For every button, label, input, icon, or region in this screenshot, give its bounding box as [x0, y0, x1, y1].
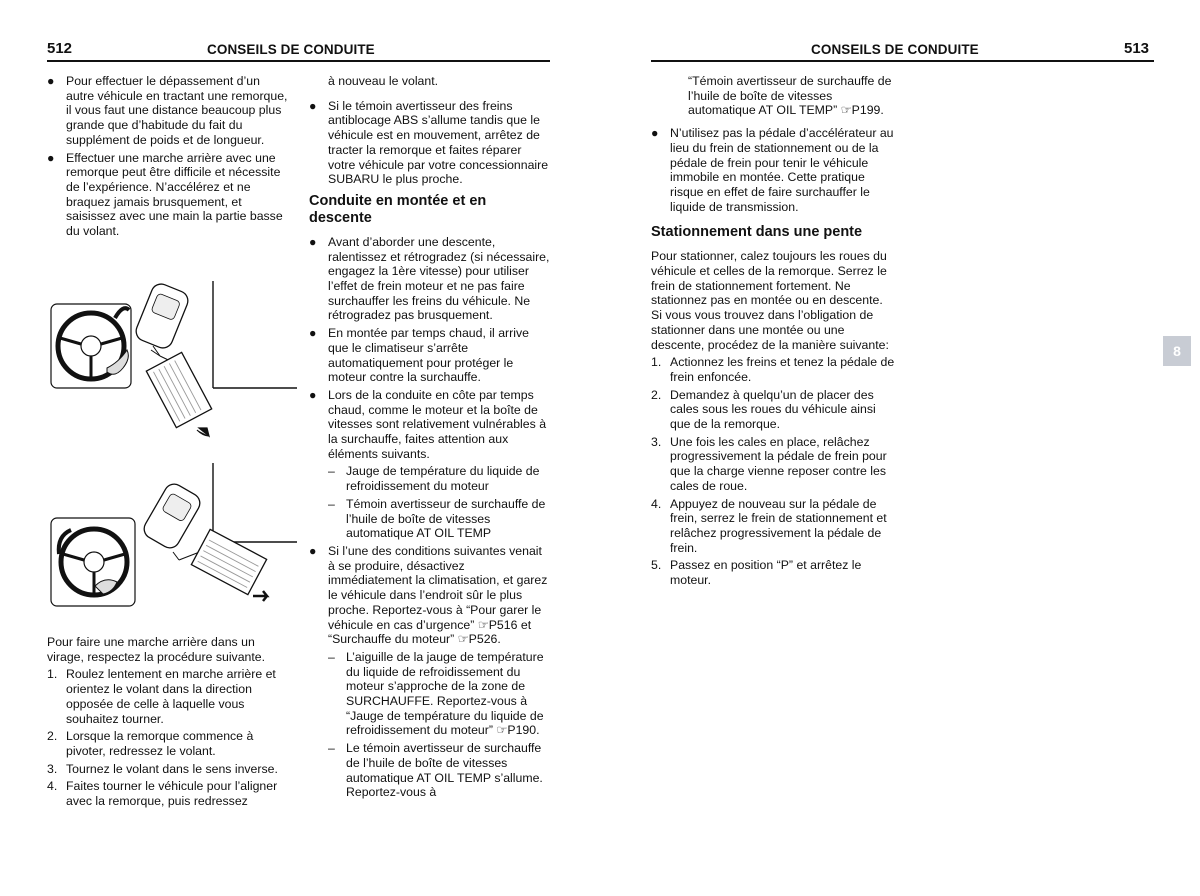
dash-mark: –	[328, 464, 335, 479]
left-header-title: CONSEILS DE CONDUITE	[207, 42, 375, 57]
step-item: 1. Roulez lentement en marche arrière et orientez le volant dans la direction opposée de celle à laquelle vous souhaitez tourner.	[47, 667, 276, 726]
bullet-mark: ●	[309, 387, 317, 402]
bullet-mark: ●	[309, 234, 317, 249]
step-item: 4. Faites tourner le véhicule pour l’aligner avec la remorque, puis redressez	[47, 779, 278, 809]
reversing-illustration-1	[47, 278, 297, 448]
bullet-item: ● En montée par temps chaud, il arrive que le climatiseur s’arrête automatiquement pour protéger le moteur contre la surchauffe.	[309, 326, 529, 385]
steering-wheel-icon	[51, 518, 135, 606]
steering-wheel-icon	[51, 304, 131, 388]
bullet-item: ● Si le témoin avertisseur des freins antiblocage ABS s’allume tandis que le véhicule est en mouvement, arrêtez de tracter la remorque et faites réparer votre véhicule par votre concessionnaire SUBARU le plus proche.	[309, 98, 549, 187]
procedure-intro: Pour faire une marche arrière dans un virage, respectez la procédure suivante.	[47, 635, 266, 664]
section-tab: 8	[1163, 336, 1191, 366]
dash-mark: –	[328, 649, 335, 664]
step-item: 1. Actionnez les freins et tenez la pédale de frein enfoncée.	[651, 355, 895, 384]
right-page-number: 513	[1124, 40, 1150, 57]
bullet-mark: ●	[47, 74, 55, 88]
right-header-title: CONSEILS DE CONDUITE	[811, 42, 979, 57]
sub-item: – L’aiguille de la jauge de température du liquide de refroidissement du moteur s’approche de la zone de SURCHAUFFE. Reportez-vous à “Jauge de température du liquide de refroidissement du moteur” ☞P190.	[328, 649, 544, 738]
column-3	[651, 74, 895, 591]
bullet-item: ● Si l’une des conditions suivantes venait à se produire, désactivez immédiatement la climatisation, et garez le véhicule dans l’endroit sûr le plus proche. Reportez-vous à “Pour garer le véhicule en cas d’urgence” ☞P516 et “Surchauffe du moteur” ☞P526.	[309, 543, 548, 647]
bullet-item: ● Pour effectuer le dépassement d’un autre véhicule en tractant une remorque, il vous faut une distance beaucoup plus grande que d’habitude du fait du supplément de poids et de longueur.	[47, 74, 288, 147]
column-1	[47, 74, 289, 242]
sub-item: – Jauge de température du liquide de refroidissement du moteur	[328, 464, 540, 494]
direction-arrow-icon	[197, 428, 209, 436]
sub-item: – Témoin avertisseur de surchauffe de l’huile de boîte de vitesses automatique AT OIL TEMP	[328, 496, 546, 541]
step-item: 4. Appuyez de nouveau sur la pédale de frein, serrez le frein de stationnement et relâchez progressivement la pédale de frein.	[651, 496, 887, 555]
dash-mark: –	[328, 496, 335, 511]
left-page-number: 512	[47, 40, 73, 57]
step-item: 2. Demandez à quelqu’un de placer des cales sous les roues du véhicule ainsi que de la remorque.	[651, 387, 876, 432]
bullet-mark: ●	[309, 98, 317, 113]
dash-mark: –	[328, 741, 335, 756]
bullet-mark: ●	[309, 326, 317, 341]
continued-text: “Témoin avertisseur de surchauffe de l’huile de boîte de vitesses automatique AT OIL TEMP” ☞P199.	[688, 74, 892, 118]
bullet-item: ● Lors de la conduite en côte par temps chaud, comme le moteur et la boîte de vitesses sont relativement vulnérables à la surchauffe, faites attention aux éléments suivants.	[309, 387, 547, 461]
step-item: 5. Passez en position “P” et arrêtez le moteur.	[651, 558, 862, 588]
column-1-lower	[47, 635, 289, 812]
sub-item: – Le témoin avertisseur de surchauffe de l’huile de boîte de vitesses automatique AT OIL TEMP s’allume. Reportez-vous à	[328, 741, 543, 800]
car-top-view-icon	[133, 281, 191, 351]
reversing-illustration-2	[47, 460, 297, 610]
trailer-top-view-icon	[146, 352, 211, 427]
left-header-rule	[47, 60, 550, 62]
bullet-mark: ●	[47, 150, 55, 165]
step-item: 3. Tournez le volant dans le sens inverse.	[47, 761, 278, 776]
right-header-rule	[651, 60, 1154, 62]
direction-arrow-icon	[253, 591, 267, 601]
parking-paragraph: Pour stationner, calez toujours les roues du véhicule et celles de la remorque. Serrez le frein de stationnement fortement. Ne stationnez pas en montée ou en descente. Si vous vous trouvez dans l’obligation de stationner dans une montée ou une descente, procédez de la manière suivante:	[651, 249, 889, 352]
step-item: 2. Lorsque la remorque commence à pivoter, redressez le volant.	[47, 729, 254, 758]
continued-text: à nouveau le volant.	[328, 74, 439, 88]
trailer-top-view-icon	[191, 529, 266, 594]
bullet-item: ● Effectuer une marche arrière avec une remorque peut être difficile et nécessite de l’expérience. N’accélérez et ne braquez jamais brusquement, et saisissez avec une main la partie basse du volant.	[47, 150, 283, 239]
section-heading-parking: Stationnement dans une pente	[651, 224, 863, 241]
section-heading-slopes: Conduite en montée et en descente	[309, 192, 487, 226]
step-item: 3. Une fois les cales en place, relâchez progressivement la pédale de frein pour que la charge vienne reposer contre les cales de roue.	[651, 434, 887, 493]
column-2	[309, 74, 551, 803]
bullet-item: ● N’utilisez pas la pédale d’accélérateur au lieu du frein de stationnement ou de la pédale de frein pour tenir le véhicule immobile en montée. Cette pratique risque en effet de faire surchauffer le liquide de transmission.	[651, 126, 894, 214]
bullet-item: ● Avant d’aborder une descente, ralentissez et rétrogradez (si nécessaire, engagez la 1ère vitesse) pour utiliser l’effet de frein moteur et ne pas faire surchauffer les freins du véhicule. Ne rétrogradez pas brusquement.	[309, 234, 550, 323]
bullet-mark: ●	[309, 543, 317, 558]
bullet-mark: ●	[651, 126, 659, 141]
car-top-view-icon	[141, 481, 204, 552]
